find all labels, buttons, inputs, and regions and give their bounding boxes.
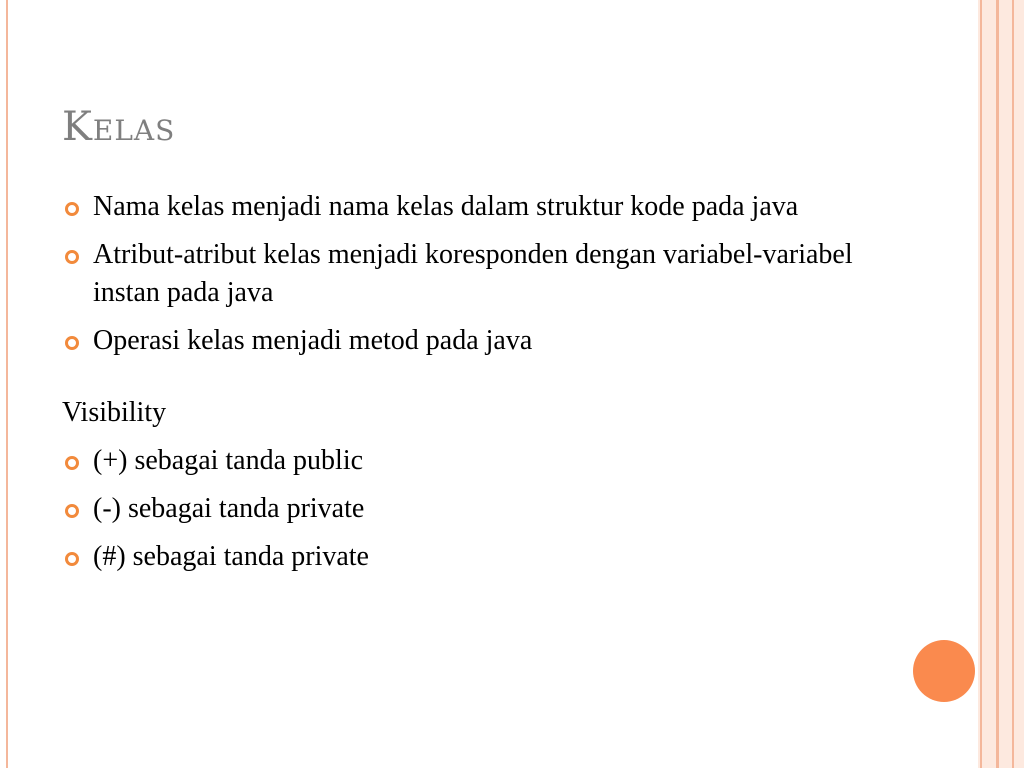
frame-left-line <box>6 0 8 768</box>
frame-right-band <box>978 0 1024 768</box>
bullet-item <box>62 490 892 528</box>
bullet-text: (+) sebagai tanda public <box>93 445 364 476</box>
circle-bullet-icon <box>65 504 79 518</box>
bullet-item <box>62 442 892 480</box>
slide-title: Kelas <box>62 104 176 150</box>
slide-content <box>62 188 892 586</box>
frame-right-line-3 <box>1012 0 1014 768</box>
circle-bullet-icon <box>65 250 79 264</box>
bullet-text: Operasi kelas menjadi metod pada java <box>93 325 533 356</box>
circle-bullet-icon <box>65 456 79 470</box>
bullet-text: Atribut-atribut kelas menjadi koresponden dengan variabel-variabel instan pada java <box>93 239 853 308</box>
bullet-text: (#) sebagai tanda private <box>93 541 369 572</box>
bullet-item <box>62 322 892 360</box>
frame-right-line-1 <box>980 0 982 768</box>
frame-right-line-2 <box>996 0 999 768</box>
bullet-item <box>62 236 892 312</box>
bullet-item <box>62 538 892 576</box>
bullet-text: Nama kelas menjadi nama kelas dalam struktur kode pada java <box>93 191 799 222</box>
circle-bullet-icon <box>65 336 79 350</box>
circle-bullet-icon <box>65 202 79 216</box>
bullet-text: (-) sebagai tanda private <box>93 493 365 524</box>
visibility-heading: Visibility <box>62 397 167 428</box>
circle-bullet-icon <box>65 552 79 566</box>
orange-circle-icon <box>913 640 975 702</box>
bullet-item <box>62 188 892 226</box>
